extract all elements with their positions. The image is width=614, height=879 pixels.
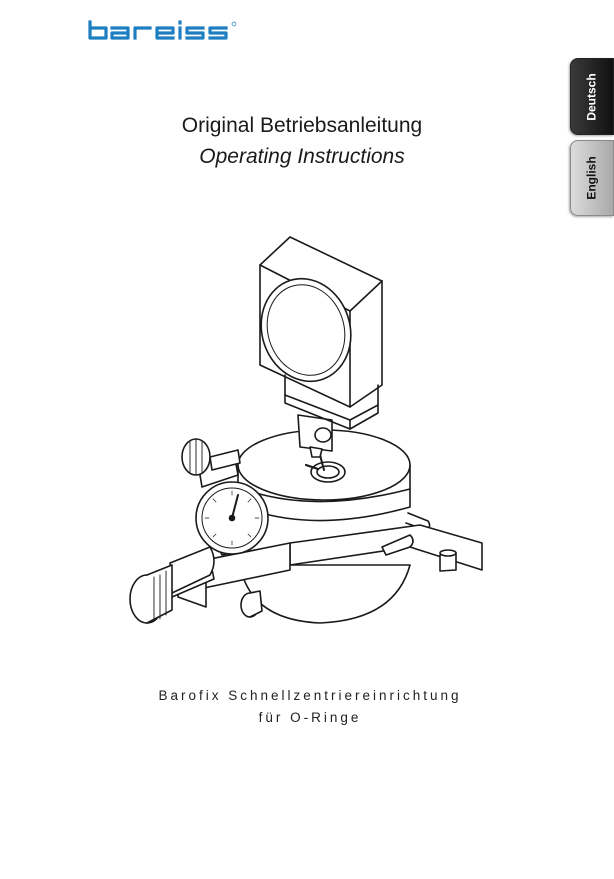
document-subtitle: Operating Instructions	[199, 145, 405, 168]
document-title: Original Betriebsanleitung	[181, 114, 423, 137]
device-illustration	[110, 225, 500, 645]
product-name: Barofix Schnellzentriereinrichtung	[158, 688, 462, 703]
tab-deutsch[interactable]	[570, 58, 614, 135]
bareiss-logo	[88, 20, 240, 42]
tab-english[interactable]	[570, 140, 614, 216]
product-subtitle: für O-Ringe	[258, 710, 362, 725]
tab-deutsch-label: Deutsch	[585, 72, 599, 121]
tab-english-label: English	[585, 156, 599, 200]
